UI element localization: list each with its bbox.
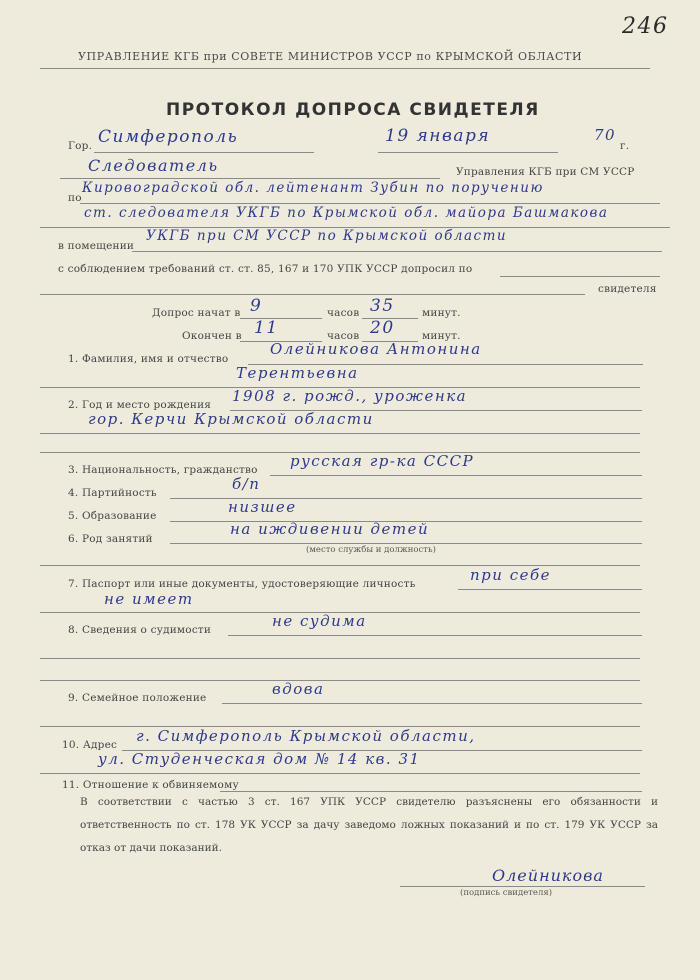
field-10-value-a: г. Симферополь Крымской области,	[136, 727, 476, 745]
investigator-organization: Управления КГБ при СМ УССР	[456, 166, 635, 178]
end-minutes-label: минут.	[422, 330, 461, 342]
field-1-value-a: Олейникова Антонина	[270, 340, 482, 358]
field-3-line	[270, 475, 642, 476]
room-line	[132, 251, 662, 252]
start-hours: 9	[250, 296, 263, 316]
compliance-text: с соблюдением требований ст. ст. 85, 167 и 170 УПК УССР допросил по	[58, 263, 473, 275]
field-6-label: 6. Род занятий	[68, 533, 153, 545]
witness-signature: Олейникова	[492, 866, 604, 885]
year-value: 70	[594, 126, 617, 144]
field-9-value: вдова	[272, 680, 325, 698]
investigator-line-2	[80, 203, 660, 204]
year-suffix: г.	[620, 140, 630, 152]
compliance-line	[500, 276, 660, 277]
investigator-details-2: ст. следователя УКГБ по Крымской обл. майора Башмакова	[84, 205, 609, 221]
field-8-line-c	[40, 680, 640, 681]
start-minutes-label: минут.	[422, 307, 461, 319]
end-label: Окончен в	[182, 330, 242, 342]
signature-line	[400, 886, 645, 887]
field-4-label: 4. Партийность	[68, 487, 157, 499]
field-3-label: 3. Национальность, гражданство	[68, 464, 258, 476]
end-minutes: 20	[370, 318, 395, 338]
label-room: в помещении	[58, 240, 135, 252]
archive-number: 246	[622, 14, 669, 39]
field-7-line-a	[458, 589, 642, 590]
field-6-value: на иждивении детей	[230, 520, 430, 538]
field-10-value-b: ул. Студенческая дом № 14 кв. 31	[98, 750, 421, 768]
date-value: 19 января	[385, 126, 491, 146]
field-3-value: русская гр-ка СССР	[290, 452, 475, 470]
field-7-label: 7. Паспорт или иные документы, удостоверяющие личность	[68, 578, 416, 590]
field-11-label: 11. Отношение к обвиняемому	[62, 779, 239, 791]
field-1-value-b: Терентьевна	[236, 364, 359, 382]
city-line	[94, 152, 314, 153]
field-5-value: низшее	[228, 498, 297, 516]
field-8-line	[228, 635, 642, 636]
page-title: ПРОТОКОЛ ДОПРОСА СВИДЕТЕЛЯ	[166, 100, 540, 120]
field-8-line-b	[40, 658, 640, 659]
city-value: Симферополь	[98, 127, 239, 147]
field-1-label: 1. Фамилия, имя и отчество	[68, 353, 229, 365]
field-2-line-b	[40, 433, 640, 434]
label-po: по	[68, 192, 82, 204]
rights-paragraph: В соответствии с частью 3 ст. 167 УПК УССР свидетелю разъяснены его обязанности и ответственность по ст. 178 УК УССР за дачу заведомо ложных показаний и по ст. 179 УК УССР за отказ от дачи показаний.	[80, 796, 658, 854]
date-line	[378, 152, 558, 153]
city-label: Гор.	[68, 140, 93, 152]
field-4-value: б/п	[232, 475, 261, 493]
witness-line	[40, 294, 585, 295]
field-5-label: 5. Образование	[68, 510, 157, 522]
field-2-value-a: 1908 г. рожд., уроженка	[232, 387, 468, 405]
start-label: Допрос начат в	[152, 307, 241, 319]
field-7-value-b: не имеет	[104, 590, 194, 608]
field-9-line	[222, 703, 642, 704]
field-10-label: 10. Адрес	[62, 739, 118, 751]
start-minutes: 35	[370, 296, 395, 316]
field-8-label: 8. Сведения о судимости	[68, 624, 212, 636]
field-10-line-b	[40, 773, 640, 774]
end-hours-label: часов	[327, 330, 360, 342]
end-hours: 11	[254, 318, 279, 338]
header-rule	[40, 68, 650, 69]
field-9-label: 9. Семейное положение	[68, 692, 207, 704]
field-6-caption: (место службы и должность)	[306, 545, 436, 555]
investigator-line-1	[60, 178, 440, 179]
field-6-line	[170, 543, 642, 544]
start-hours-line	[240, 318, 322, 319]
organization-header: УПРАВЛЕНИЕ КГБ при СОВЕТЕ МИНИСТРОВ УССР по КРЫМСКОЙ ОБЛАСТИ	[78, 50, 583, 63]
investigator-role: Следователь	[88, 156, 219, 175]
field-7-value-a: при себе	[470, 566, 552, 584]
field-8-value: не судима	[272, 612, 367, 630]
witness-label: свидетеля	[598, 283, 657, 295]
investigator-details-1: Кировоградской обл. лейтенант Зубин по поручению	[82, 180, 544, 196]
start-hours-label: часов	[327, 307, 360, 319]
field-2-value-b: гор. Керчи Крымской области	[88, 410, 374, 428]
field-2-label: 2. Год и место рождения	[68, 399, 212, 411]
signature-caption: (подпись свидетеля)	[460, 888, 553, 898]
room-value: УКГБ при СМ УССР по Крымской области	[146, 228, 508, 244]
